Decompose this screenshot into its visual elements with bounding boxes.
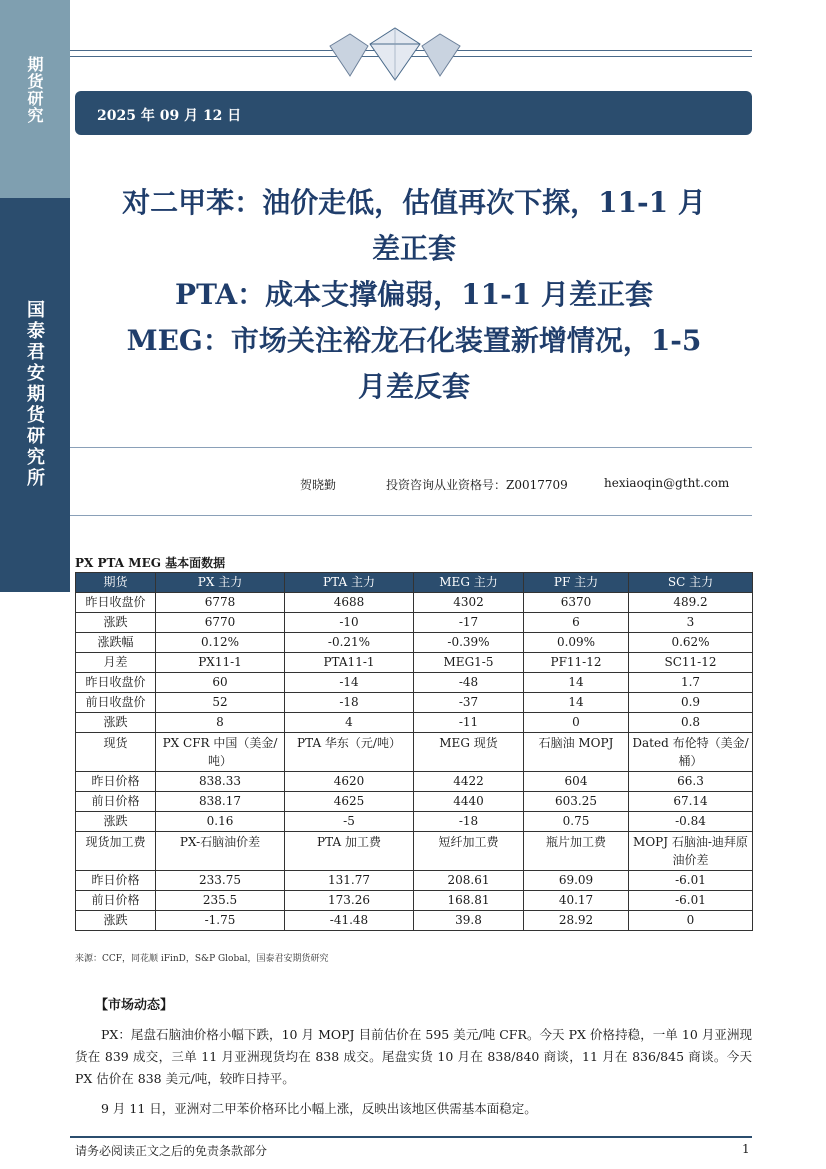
date-banner <box>75 91 752 135</box>
table-cell: 3 <box>629 613 753 633</box>
table-cell: 0.16 <box>156 812 285 832</box>
table-cell: 67.14 <box>629 792 753 812</box>
table-cell: 6770 <box>156 613 285 633</box>
table-row <box>76 911 753 931</box>
table-cell: 69.09 <box>524 871 629 891</box>
paragraph: 9 月 11 日，亚洲对二甲苯价格环比小幅上涨，反映出该地区供需基本面稳定。 <box>101 1101 537 1116</box>
table-cell: -18 <box>285 693 414 713</box>
table-cell: 168.81 <box>414 891 524 911</box>
table-cell: MEG 现货 <box>414 733 524 772</box>
table-cell: -37 <box>414 693 524 713</box>
author-email: hexiaoqin@gtht.com <box>604 476 730 490</box>
table-row <box>76 653 753 673</box>
title-line: 月差反套 <box>357 370 470 403</box>
table-cell: 4625 <box>285 792 414 812</box>
table-header: MEG 主力 <box>414 573 524 593</box>
report-titles <box>78 180 750 410</box>
table-cell: 6778 <box>156 593 285 613</box>
table-cell: 14 <box>524 673 629 693</box>
table-cell: 52 <box>156 693 285 713</box>
table-row <box>76 693 753 713</box>
divider <box>70 515 752 516</box>
table-cell: -11 <box>414 713 524 733</box>
table-row <box>76 891 753 911</box>
table-cell: -1.75 <box>156 911 285 931</box>
table-cell: -18 <box>414 812 524 832</box>
table-cell: 0.75 <box>524 812 629 832</box>
table-cell: -5 <box>285 812 414 832</box>
row-label-cell: 昨日收盘价 <box>76 593 156 613</box>
table-cell: 208.61 <box>414 871 524 891</box>
author-name: 贺晓勤 <box>300 478 337 492</box>
table-cell: 8 <box>156 713 285 733</box>
title-line: 对二甲苯：油价走低，估值再次下探，11-1 月 <box>122 186 706 219</box>
table-cell: 66.3 <box>629 772 753 792</box>
table-cell: 0.9 <box>629 693 753 713</box>
table-row <box>76 613 753 633</box>
table-cell: 40.17 <box>524 891 629 911</box>
table-cell: 石脑油 MOPJ <box>524 733 629 772</box>
table-cell: 4440 <box>414 792 524 812</box>
table-cell: MEG1-5 <box>414 653 524 673</box>
table-cell: 4302 <box>414 593 524 613</box>
sidebar <box>0 0 70 592</box>
table-cell: 0 <box>524 713 629 733</box>
table-row <box>76 593 753 613</box>
table-cell: PTA 华东（元/吨） <box>285 733 414 772</box>
table-cell: 0.8 <box>629 713 753 733</box>
row-label-cell: 涨跌 <box>76 911 156 931</box>
row-label-cell: 昨日收盘价 <box>76 673 156 693</box>
table-cell: 173.26 <box>285 891 414 911</box>
table-cell: -0.39% <box>414 633 524 653</box>
table-cell: -6.01 <box>629 871 753 891</box>
table-cell: 60 <box>156 673 285 693</box>
table-cell: 603.25 <box>524 792 629 812</box>
table-cell: 4422 <box>414 772 524 792</box>
row-label-cell: 现货 <box>76 733 156 772</box>
table-cell: PX-石脑油价差 <box>156 832 285 871</box>
table-row <box>76 772 753 792</box>
fundamentals-table <box>75 572 753 931</box>
table-cell: 0 <box>629 911 753 931</box>
table-cell: -41.48 <box>285 911 414 931</box>
table-cell: 0.12% <box>156 633 285 653</box>
table-cell: MOPJ 石脑油-迪拜原油价差 <box>629 832 753 871</box>
table-cell: 131.77 <box>285 871 414 891</box>
table-header: SC 主力 <box>629 573 753 593</box>
sidebar-bottom-label: 国泰君安期货研究所 <box>24 300 45 489</box>
table-cell: -14 <box>285 673 414 693</box>
table-cell: SC11-12 <box>629 653 753 673</box>
table-cell: PX CFR 中国（美金/吨） <box>156 733 285 772</box>
section-title: 【市场动态】 <box>95 998 174 1013</box>
table-row <box>76 713 753 733</box>
title-line: PTA：成本支撑偏弱，11-1 月差正套 <box>175 278 653 311</box>
row-label-cell: 昨日价格 <box>76 871 156 891</box>
sidebar-top-label: 期货研究 <box>25 56 44 124</box>
table-cell: -6.01 <box>629 891 753 911</box>
table-cell: 28.92 <box>524 911 629 931</box>
row-label-cell: 现货加工费 <box>76 832 156 871</box>
divider <box>70 447 752 448</box>
title-line: MEG：市场关注裕龙石化装置新增情况，1-5 <box>126 324 702 357</box>
table-cell: 233.75 <box>156 871 285 891</box>
table-cell: 838.33 <box>156 772 285 792</box>
table-cell: 4 <box>285 713 414 733</box>
table-cell: 0.62% <box>629 633 753 653</box>
table-cell: 4688 <box>285 593 414 613</box>
table-cell: 1.7 <box>629 673 753 693</box>
table-header: PTA 主力 <box>285 573 414 593</box>
report-date: 2025 年 09 月 12 日 <box>97 108 242 124</box>
table-cell: 0.09% <box>524 633 629 653</box>
footer-rule <box>70 1136 752 1138</box>
table-cell: -17 <box>414 613 524 633</box>
table-row <box>76 673 753 693</box>
table-source: 来源：CCF，同花顺 iFinD，S&P Global，国泰君安期货研究 <box>75 954 329 964</box>
table-cell: PTA11-1 <box>285 653 414 673</box>
table-header: 期货 <box>76 573 156 593</box>
table-cell: 39.8 <box>414 911 524 931</box>
table-cell: 489.2 <box>629 593 753 613</box>
table-row <box>76 871 753 891</box>
diamond-logo-icon <box>310 26 480 82</box>
table-row <box>76 812 753 832</box>
table-cell: 6 <box>524 613 629 633</box>
table-header: PF 主力 <box>524 573 629 593</box>
table-cell: 6370 <box>524 593 629 613</box>
table-cell: -0.21% <box>285 633 414 653</box>
table-header: PX 主力 <box>156 573 285 593</box>
table-cell: PX11-1 <box>156 653 285 673</box>
paragraph: PX：尾盘石脑油价格小幅下跌，10 月 MOPJ 目前估价在 595 美元/吨 CFR。今天 PX 价格持稳，一单 10 月亚洲现货在 839 成交，三单 11 月亚洲现货均在 838 成交。尾盘实货 10 月在 838/840 商谈，11 月在 836/845 商谈。今天 PX 估价在 838 美元/吨，较昨日持平。 <box>75 1027 752 1086</box>
table-cell: PF11-12 <box>524 653 629 673</box>
table-row <box>76 792 753 812</box>
row-label-cell: 涨跌 <box>76 613 156 633</box>
page-number: 1 <box>742 1142 750 1156</box>
row-label-cell: 前日价格 <box>76 891 156 911</box>
table-cell: 短纤加工费 <box>414 832 524 871</box>
table-row <box>76 733 753 772</box>
row-label-cell: 涨跌 <box>76 812 156 832</box>
table-caption: PX PTA MEG 基本面数据 <box>75 556 226 570</box>
author-license: 投资咨询从业资格号：Z0017709 <box>386 478 568 492</box>
table-cell: Dated 布伦特（美金/桶） <box>629 733 753 772</box>
table-cell: 604 <box>524 772 629 792</box>
row-label-cell: 前日价格 <box>76 792 156 812</box>
row-label-cell: 月差 <box>76 653 156 673</box>
table-cell: -0.84 <box>629 812 753 832</box>
row-label-cell: 昨日价格 <box>76 772 156 792</box>
table-cell: -48 <box>414 673 524 693</box>
table-cell: 838.17 <box>156 792 285 812</box>
table-row <box>76 832 753 871</box>
row-label-cell: 涨跌幅 <box>76 633 156 653</box>
row-label-cell: 涨跌 <box>76 713 156 733</box>
table-cell: -10 <box>285 613 414 633</box>
table-cell: 235.5 <box>156 891 285 911</box>
table-row <box>76 633 753 653</box>
footer-disclaimer: 请务必阅读正文之后的免责条款部分 <box>75 1144 268 1158</box>
table-cell: 4620 <box>285 772 414 792</box>
row-label-cell: 前日收盘价 <box>76 693 156 713</box>
table-cell: PTA 加工费 <box>285 832 414 871</box>
table-header-row <box>76 573 753 593</box>
table-cell: 瓶片加工费 <box>524 832 629 871</box>
table-cell: 14 <box>524 693 629 713</box>
title-line: 差正套 <box>371 232 456 265</box>
